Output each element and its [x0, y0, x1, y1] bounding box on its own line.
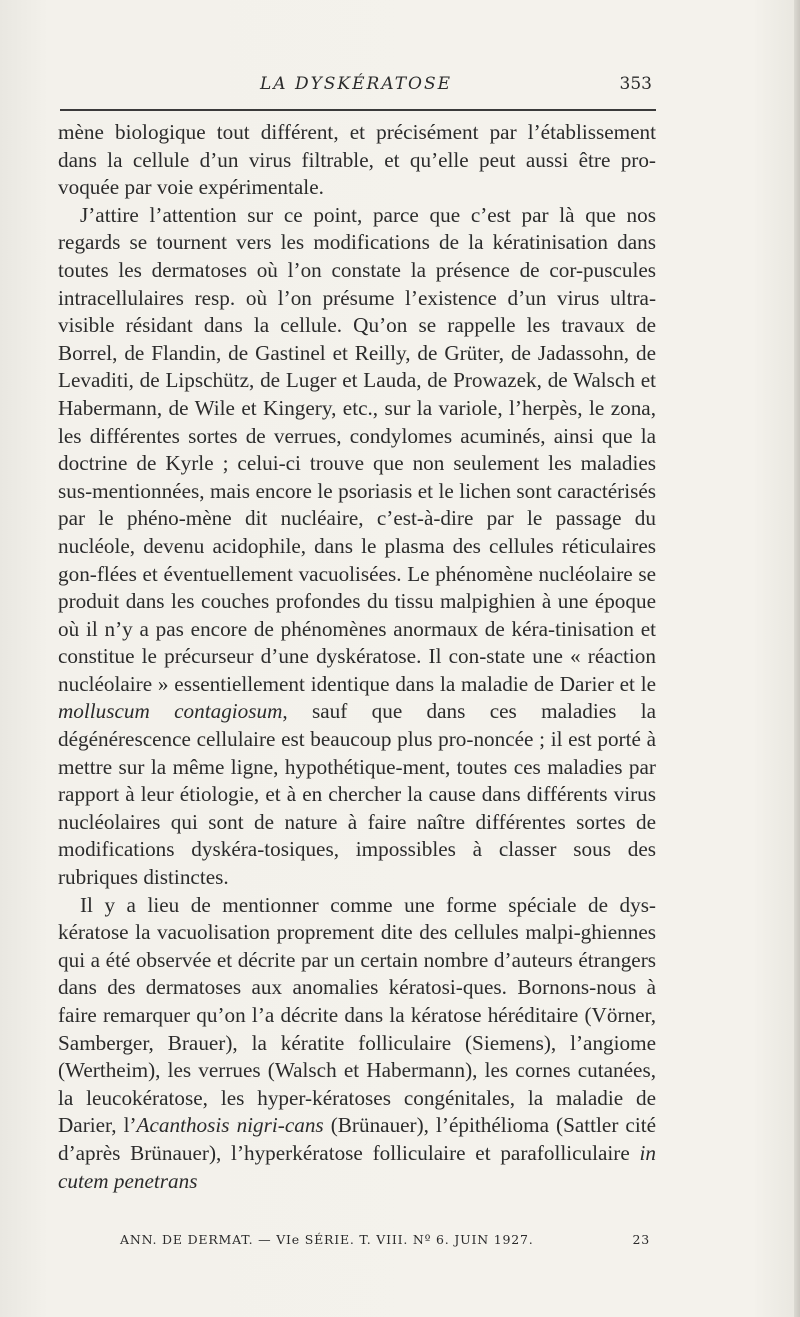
text-run: Il y a lieu de mentionner comme une forme spéciale de dys-kératose la vacuolisation proprement dite des cellules malpi-ghiennes qui a été observée et décrite par un certain nombre d’auteurs étrangers dans des dermatoses aux anomalies kératosi-ques. Bornons-nous à faire remarquer qu’on l’a décrite dans la kératose héréditaire (Vörner, Samberger, Brauer), la kératite folliculaire (Siemens), l’angiome (Wertheim), les verrues (Walsch et Habermann), les cornes cutanées, la leucokératose, les hyper-kératoses congénitales, la maladie de Darier, l’ — [58, 892, 656, 1138]
journal-info: ANN. DE DERMAT. — VIe SÉRIE. T. VIII. Nº 6. JUIN 1927. — [120, 1232, 534, 1247]
page-edge — [794, 0, 800, 1317]
text-run: J’attire l’attention sur ce point, parce que c’est par là que nos regards se tournent vers les modifications de la kératinisation dans toutes les dermatoses où l’on constate la présence de cor-puscules intracellulaires resp. où l’on présume l’existence d’un virus ultra-visible résidant dans la cellule. Qu’on se rappelle les travaux de Borrel, de Flandin, de Gastinel et Reilly, de Grüter, de Jadassohn, de Levaditi, de Lipschütz, de Luger et Lauda, de Prowazek, de Walsch et Habermann, de Wile et Kingery, etc., sur la variole, l’herpès, le zona, les différentes sortes de verrues, condylomes acuminés, ainsi que la doctrine de Kyrle ; celui-ci trouve que non seulement les maladies sus-mentionnées, mais encore le psoriasis et le lichen sont caractérisés par le phéno-mène dit nucléaire, c’est-à-dire par le passage du nucléole, devenu acidophile, dans le plasma des cellules réticulaires gon-flées et éventuellement vacuolisées. Le phénomène nucléolaire se produit dans les couches profondes du tissu malpighien à une époque où il n’y a pas encore de phénomènes anormaux de kéra-tinisation et constitue le précurseur d’une dyskératose. Il con-state une « réaction nucléolaire » essentiellement identique dans la maladie de Darier et le — [58, 202, 656, 696]
page-number: 353 — [619, 74, 652, 94]
text-run: mène biologique tout différent, et précisément par l’établissement dans la cellule d’un virus filtrable, et qu’elle peut aussi être pro-voquée par voie expérimentale. — [58, 120, 656, 200]
italic-term: in cutem penetrans — [58, 1140, 656, 1193]
paragraph-3 — [58, 892, 656, 1196]
header-rule — [60, 109, 656, 111]
signature-mark: 23 — [632, 1232, 650, 1247]
paragraph-1 — [58, 119, 656, 202]
text-run: (Brünauer), l’épithélioma (Sattler cité d’après Brünauer), l’hyperkératose folliculaire et parafolliculaire — [58, 1113, 657, 1165]
italic-term: Acanthosis nigri-cans — [136, 1113, 324, 1138]
page-header — [60, 74, 652, 100]
running-title: LA DYSKÉRATOSE — [259, 74, 453, 94]
page-footer — [120, 1232, 650, 1252]
italic-term: molluscum contagiosum — [58, 699, 283, 724]
body-text — [58, 119, 656, 1195]
paragraph-2 — [58, 202, 656, 892]
text-run: , sauf que dans ces maladies la dégénérescence cellulaire est beaucoup plus pro-noncée ; il est porté à mettre sur la même ligne, hypothétique-ment, toutes ces maladies par rapport à leur étiologie, et à en chercher la cause dans différents virus nucléolaires qui sont de nature à faire naître différentes sortes de modifications dyskéra-tosiques, impossibles à classer sous des rubriques distinctes. — [58, 699, 656, 890]
